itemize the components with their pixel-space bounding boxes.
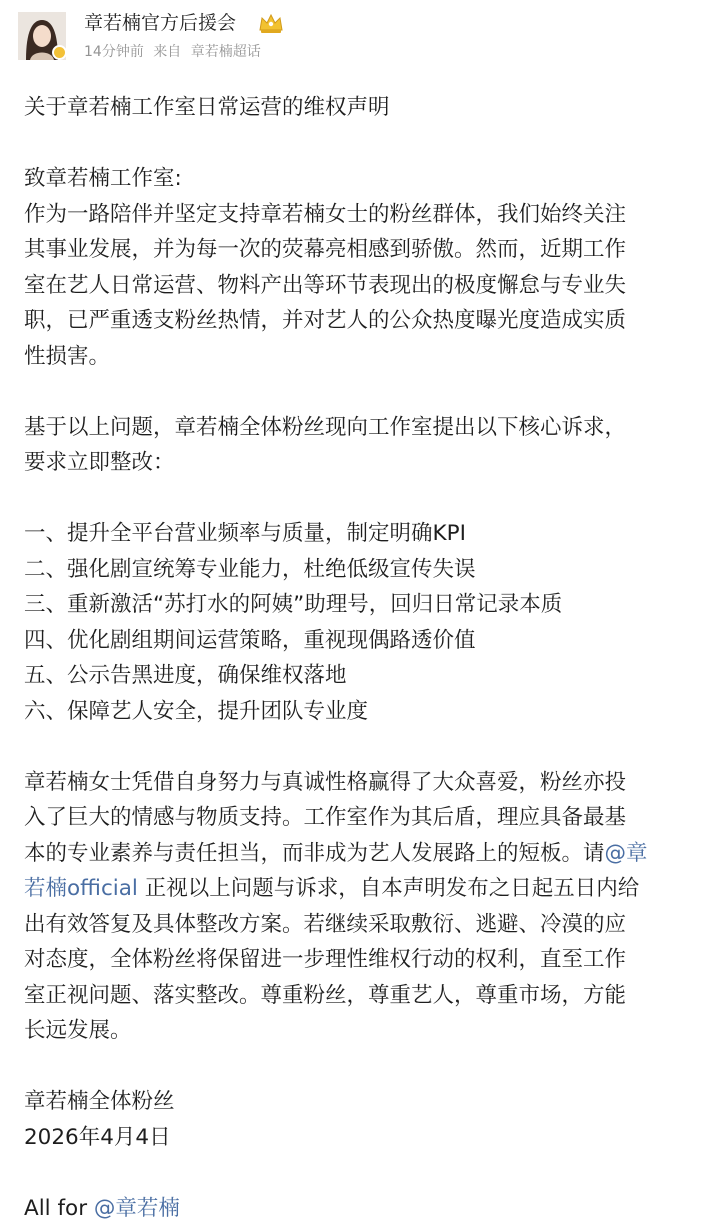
paragraph-1-line: 性损害。 bbox=[24, 339, 708, 375]
paragraph-3-line: 长远发展。 bbox=[24, 1013, 708, 1049]
demand-item: 三、重新激活“苏打水的阿姨”助理号，回归日常记录本质 bbox=[24, 587, 708, 623]
signature: 章若楠全体粉丝 bbox=[24, 1084, 708, 1120]
post-time: 14分钟前 bbox=[84, 44, 144, 60]
artist-mention-link[interactable]: @章若楠 bbox=[94, 1196, 180, 1221]
crown-icon bbox=[258, 12, 284, 34]
paragraph-3-line: 对态度，全体粉丝将保留进一步理性维权行动的权利，直至工作 bbox=[24, 942, 708, 978]
paragraph-3-line bbox=[24, 836, 708, 872]
paragraph-3-line: 出有效答复及具体整改方案。若继续采取敷衍、逃避、冷漠的应 bbox=[24, 907, 708, 943]
paragraph-3-text: 正视以上问题与诉求，自本声明发布之日起五日内给 bbox=[138, 876, 639, 901]
statement-date: 2026年4月4日 bbox=[24, 1120, 708, 1156]
demand-item: 一、提升全平台营业频率与质量，制定明确KPI bbox=[24, 516, 708, 552]
paragraph-1-line: 其事业发展，并为每一次的荧幕亮相感到骄傲。然而，近期工作 bbox=[24, 232, 708, 268]
demand-item: 五、公示告黑进度，确保维权落地 bbox=[24, 658, 708, 694]
demand-item: 四、优化剧组期间运营策略，重视现偶路透价值 bbox=[24, 623, 708, 659]
demand-item: 六、保障艺人安全，提升团队专业度 bbox=[24, 694, 708, 730]
verified-badge-icon bbox=[52, 45, 67, 60]
post-header bbox=[0, 0, 722, 72]
paragraph-3-line: 章若楠女士凭借自身努力与真诚性格赢得了大众喜爱，粉丝亦投 bbox=[24, 765, 708, 801]
studio-mention-link-cont[interactable]: 若楠official bbox=[24, 876, 138, 901]
paragraph-1-line: 室在艺人日常运营、物料产出等环节表现出的极度懈怠与专业失 bbox=[24, 268, 708, 304]
paragraph-2-line: 要求立即整改： bbox=[24, 445, 708, 481]
studio-mention-link[interactable]: @章 bbox=[605, 841, 648, 866]
paragraph-3-line: 室正视问题、落实整改。尊重粉丝，尊重艺人，尊重市场，方能 bbox=[24, 978, 708, 1014]
paragraph-3-line: 入了巨大的情感与物质支持。工作室作为其后盾，理应具备最基 bbox=[24, 800, 708, 836]
footer-text: All for bbox=[24, 1196, 94, 1221]
account-name[interactable]: 章若楠官方后援会 bbox=[84, 10, 236, 36]
footer-line bbox=[24, 1191, 708, 1226]
post-source[interactable]: 章若楠超话 bbox=[191, 44, 261, 60]
paragraph-2-line: 基于以上问题，章若楠全体粉丝现向工作室提出以下核心诉求， bbox=[24, 410, 708, 446]
paragraph-1-line: 作为一路陪伴并坚定支持章若楠女士的粉丝群体，我们始终关注 bbox=[24, 197, 708, 233]
salutation: 致章若楠工作室: bbox=[24, 161, 708, 197]
source-prefix: 来自 bbox=[153, 44, 181, 60]
post-body bbox=[24, 90, 708, 1226]
paragraph-3-line bbox=[24, 871, 708, 907]
paragraph-3-text: 本的专业素养与责任担当，而非成为艺人发展路上的短板。请 bbox=[24, 841, 605, 866]
demand-item: 二、强化剧宣统筹专业能力，杜绝低级宣传失误 bbox=[24, 552, 708, 588]
post-title: 关于章若楠工作室日常运营的维权声明 bbox=[24, 90, 708, 126]
post-meta bbox=[84, 42, 266, 62]
paragraph-1-line: 职，已严重透支粉丝热情，并对艺人的公众热度曝光度造成实质 bbox=[24, 303, 708, 339]
